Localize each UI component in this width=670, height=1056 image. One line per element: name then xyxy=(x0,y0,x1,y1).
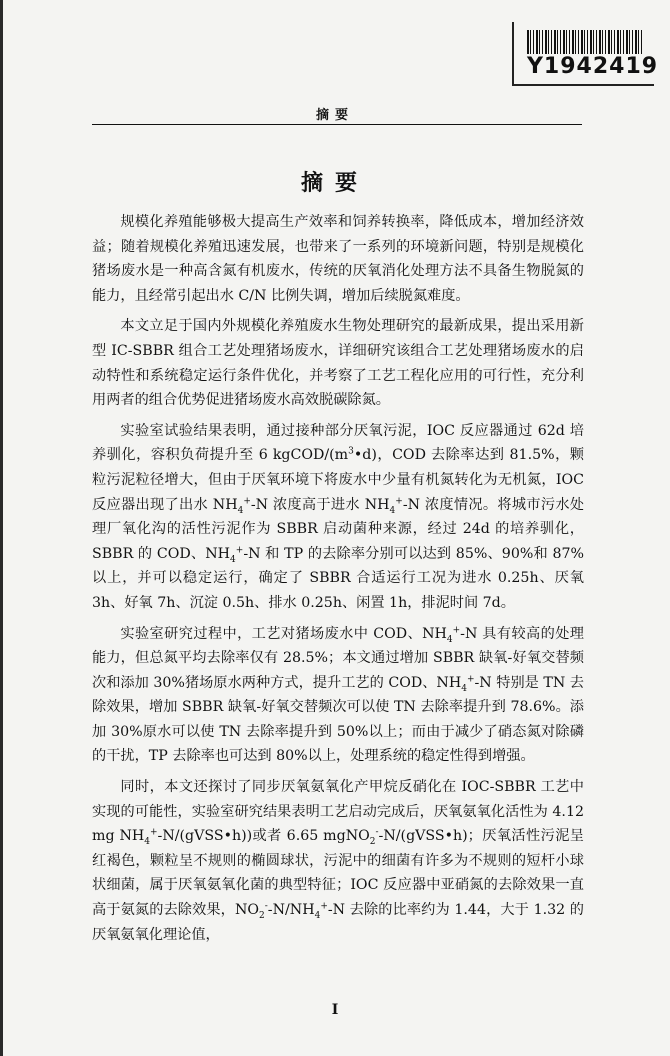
superscript: + xyxy=(243,495,251,506)
text-run: -N 和 TP 的去除率分别可以达到 85%、90%和 87%以上，并可以稳定运行，确定了 SBBR 合适运行工况为进水 0.25h、厌氧 3h、好氧 7h、沉淀 0.5h、排水 0.25h、闲置 1h，排泥时间 7d。 xyxy=(92,545,585,611)
paragraph-1 xyxy=(92,210,584,308)
text-run: -N 浓度情况。将城市污水处理厂氧化沟的活性污泥作为 SBBR 启动菌种来源，经过 24d 的培养驯化，SBBR 的 COD、NH xyxy=(92,496,585,562)
superscript: + xyxy=(452,624,461,635)
superscript: 3 xyxy=(348,446,354,457)
paragraph-4 xyxy=(92,622,584,770)
paragraph-2 xyxy=(92,314,584,412)
page-number: I xyxy=(331,1002,339,1018)
text-run: 规模化养殖能够极大提高生产效率和饲养转换率，降低成本，增加经济效益；随着规模化养殖迅速发展，也带来了一系列的环境新问题，特别是规模化猪场废水是一种高含氮有机废水，传统的厌氧消化处理方法不具备生物脱氮的能力，且经常引起出水 C/N 比例失调，增加后续脱氮难度。 xyxy=(92,214,584,304)
subscript: 2 xyxy=(259,910,265,921)
subscript: 4 xyxy=(237,505,244,516)
text-run: -N 特别是 TN 去除效果，增加 SBBR 缺氧-好氧交替频次可以使 TN 去除率提升到 78.6%。添加 30%原水可以使 TN 去除率提升到 50%以上；而由于减少了硝态氮对除磷的干扰，TP 去除率也可达到 80%以上，处理系统的稳定性得到增强。 xyxy=(92,674,584,765)
text-run: 同时，本文还探讨了同步厌氧氨氧化产甲烷反硝化在 IOC-SBBR 工艺中实现的可能性，实验室研究结果表明工艺启动完成后，厌氧氨氧化活性为 4.12 mg NH xyxy=(92,779,584,845)
page-title: 摘要 xyxy=(300,170,369,196)
barcode-icon xyxy=(527,30,643,54)
paragraph-5 xyxy=(92,775,584,947)
text-run: -N/NH xyxy=(267,902,315,919)
superscript: + xyxy=(320,901,328,912)
scan-edge xyxy=(0,0,3,1056)
text-run: -N 去除的比率约为 1.44，大于 1.32 的厌氧氨氧化理论值， xyxy=(92,902,584,943)
header-divider xyxy=(92,124,582,125)
paragraph-3 xyxy=(92,419,584,616)
running-head: 摘要 xyxy=(315,108,354,123)
text-run: -N/(gVSS•h))或者 6.65 mgNO xyxy=(157,828,370,845)
subscript: 2 xyxy=(369,837,376,848)
subscript: 4 xyxy=(230,554,236,565)
subscript: 4 xyxy=(314,910,321,921)
superscript: + xyxy=(149,827,158,838)
subscript: 4 xyxy=(144,837,150,848)
subscript: 4 xyxy=(389,505,396,516)
superscript: + xyxy=(235,544,244,555)
text-run: -N 浓度高于进水 NH xyxy=(250,496,390,513)
text-run: -N 具有较高的处理能力，但总氮平均去除率仅有 28.5%；本文通过增加 SBBR 缺氧-好氧交替频次和添加 30%猪场原水两种方式，提升工艺的 COD、NH xyxy=(92,625,584,691)
superscript: + xyxy=(466,673,475,684)
text-run: 实验室研究过程中，工艺对猪场废水中 COD、NH xyxy=(120,625,447,642)
text-run: 本文立足于国内外规模化养殖废水生物处理研究的最新成果，提出采用新型 IC-SBBR 组合工艺处理猪场废水，详细研究该组合工艺处理猪场废水的启动特性和系统稳定运行条件优化，并考察了工艺工程化应用的可行性，充分利用两者的组合优势促进猪场废水高效脱碳除氮。 xyxy=(92,318,584,409)
barcode-id: Y1942419 xyxy=(527,54,659,79)
superscript: + xyxy=(395,495,403,506)
subscript: 4 xyxy=(461,683,467,694)
subscript: 4 xyxy=(446,634,453,645)
text-run: •d)，COD 去除率达到 81.5%，颗粒污泥粒径增大，但由于厌氧环境下将废水中少量有机氮转化为无机氮，IOC 反应器出现了出水 NH xyxy=(92,447,584,513)
superscript: - xyxy=(264,901,268,912)
abstract-body xyxy=(92,210,584,953)
text-run: 实验室试验结果表明，通过接种部分厌氧污泥，IOC 反应器通过 62d 培养驯化，容积负荷提升至 6 kgCOD/(m xyxy=(92,422,584,464)
text-run: -N/(gVSS•h)；厌氧活性污泥呈红褐色，颗粒呈不规则的椭圆球状，污泥中的细菌有许多为不规则的短杆小球状细菌，属于厌氧氨氧化菌的典型特征；IOC 反应器中亚硝氮的去除效果一直高于氨氮的去除效果，NO xyxy=(92,828,584,919)
superscript: - xyxy=(375,827,379,838)
